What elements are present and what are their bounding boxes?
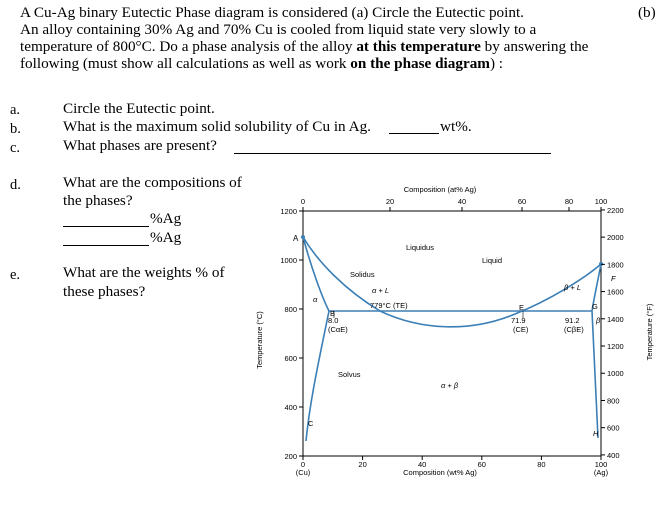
left-axis-title: Temperature (°C) [255, 311, 264, 369]
question-a-label: a. [10, 102, 21, 118]
label-h: H [593, 429, 599, 438]
bottom-tick-label: 0 [300, 460, 306, 469]
right-tick-label: 2200 [607, 205, 624, 215]
phase-boundaries [303, 237, 601, 441]
top-tick-label: 20 [385, 197, 395, 206]
question-e-text-2: these phases? [63, 283, 146, 300]
label-liquidus: Liquidus [406, 243, 434, 252]
right-tick-label: 2000 [607, 233, 624, 243]
answer-d1-unit: %Ag [150, 210, 182, 227]
bottom-axis-title: Composition (wt% Ag) [403, 468, 477, 477]
question-e-label: e. [10, 267, 21, 283]
left-tick-label: 600 [284, 354, 297, 363]
label-g: G [592, 302, 598, 311]
label-c-alpha-e: (CαE) [328, 325, 348, 334]
line4-pre: following (must show all calculations as well as work [20, 55, 351, 72]
line4-bold: on the phase diagram [350, 55, 490, 72]
right-tick-label: 1600 [607, 287, 624, 297]
right-axis-title: Temperature (°F) [645, 303, 654, 361]
right-tick-label: 1000 [607, 369, 624, 379]
question-c-text: What phases are present? [63, 137, 217, 154]
label-a: A [293, 234, 299, 243]
answer-d2-unit: %Ag [150, 229, 182, 246]
label-c-e-val: 71.9 [511, 316, 526, 325]
right-tick-label: 400 [607, 450, 620, 460]
top-tick-label: 60 [517, 197, 527, 206]
question-d-text-2: the phases? [63, 192, 133, 209]
label-b: B [330, 309, 336, 318]
question-b-text: What is the maximum solid solubility of Cu in Ag. [63, 118, 371, 135]
label-solvus: Solvus [338, 370, 361, 379]
liquidus-curve [303, 237, 601, 327]
label-beta: β [596, 316, 601, 325]
label-f: F [611, 274, 616, 283]
top-tick-labels [301, 197, 607, 206]
top-tick-label: 40 [457, 197, 467, 206]
question-b-suffix: wt%. [440, 118, 472, 135]
question-d-text: What are the compositions of [63, 174, 242, 191]
question-d-label: d. [10, 177, 21, 193]
right-tick-label: 1800 [607, 260, 624, 270]
top-tick-label: 100 [594, 197, 608, 206]
question-a-text: Circle the Eutectic point. [63, 100, 215, 117]
label-alpha: α [313, 295, 318, 304]
bottom-tick-label: 100 [594, 460, 608, 469]
problem-line-2: An alloy containing 30% Ag and 70% Cu is cooled from liquid state very slowly to a [20, 21, 537, 38]
point-a-marker [301, 235, 305, 239]
left-tick-label: 400 [284, 403, 297, 412]
bottom-end-right: (Ag) [593, 468, 609, 477]
line3-post: by answering the [480, 38, 589, 55]
bottom-end-left: (Cu) [295, 468, 311, 477]
right-tick-labels [607, 206, 624, 460]
right-tick-label: 1400 [607, 314, 624, 324]
label-alpha-beta: α + β [441, 381, 459, 390]
label-c: C [308, 419, 314, 428]
label-c-e: (CE) [513, 325, 529, 334]
right-tick-label: 800 [607, 396, 620, 406]
label-c-beta-e-val: 91.2 [565, 316, 580, 325]
label-eutectic-temp: 779°C (TE) [370, 301, 408, 310]
solvus-right [592, 311, 598, 438]
right-tick-label: 600 [607, 423, 620, 433]
line3-bold: at this temperature [356, 38, 481, 55]
question-b-label: b. [10, 121, 21, 137]
left-tick-label: 200 [284, 452, 297, 461]
label-solidus: Solidus [350, 270, 375, 279]
label-c-alpha-e-val: 8.0 [328, 316, 339, 325]
problem-line-1-text: A Cu-Ag binary Eutectic Phase diagram is considered (a) Circle the Eutectic point. [20, 4, 524, 21]
question-c-label: c. [10, 140, 21, 156]
bottom-tick-label: 80 [537, 460, 546, 469]
label-alpha-l: α + L [372, 286, 389, 295]
top-tick-label: 80 [564, 197, 574, 206]
label-c-beta-e: (CβE) [564, 325, 584, 334]
bottom-tick-label: 20 [358, 460, 367, 469]
line3-pre: temperature of 800°C. Do a phase analysis of the alloy [20, 38, 357, 55]
question-e-text: What are the weights % of [63, 264, 225, 281]
label-liquid: Liquid [482, 256, 503, 265]
label-e: E [519, 303, 525, 312]
top-axis-title: Composition (at% Ag) [403, 185, 477, 194]
right-tick-label: 1200 [607, 342, 624, 352]
left-tick-label: 1000 [280, 256, 297, 265]
left-tick-label: 800 [284, 305, 297, 314]
bottom-tick-label: 40 [418, 460, 427, 469]
line4-post: ) : [489, 55, 504, 72]
top-tick-label: 0 [300, 197, 306, 206]
left-tick-labels [280, 207, 297, 461]
part-b-marker: (b) [638, 4, 656, 21]
label-beta-l: β + L [564, 283, 582, 292]
bottom-tick-label: 60 [477, 460, 486, 469]
left-tick-label: 1200 [280, 207, 297, 216]
plot-labels [293, 234, 616, 438]
